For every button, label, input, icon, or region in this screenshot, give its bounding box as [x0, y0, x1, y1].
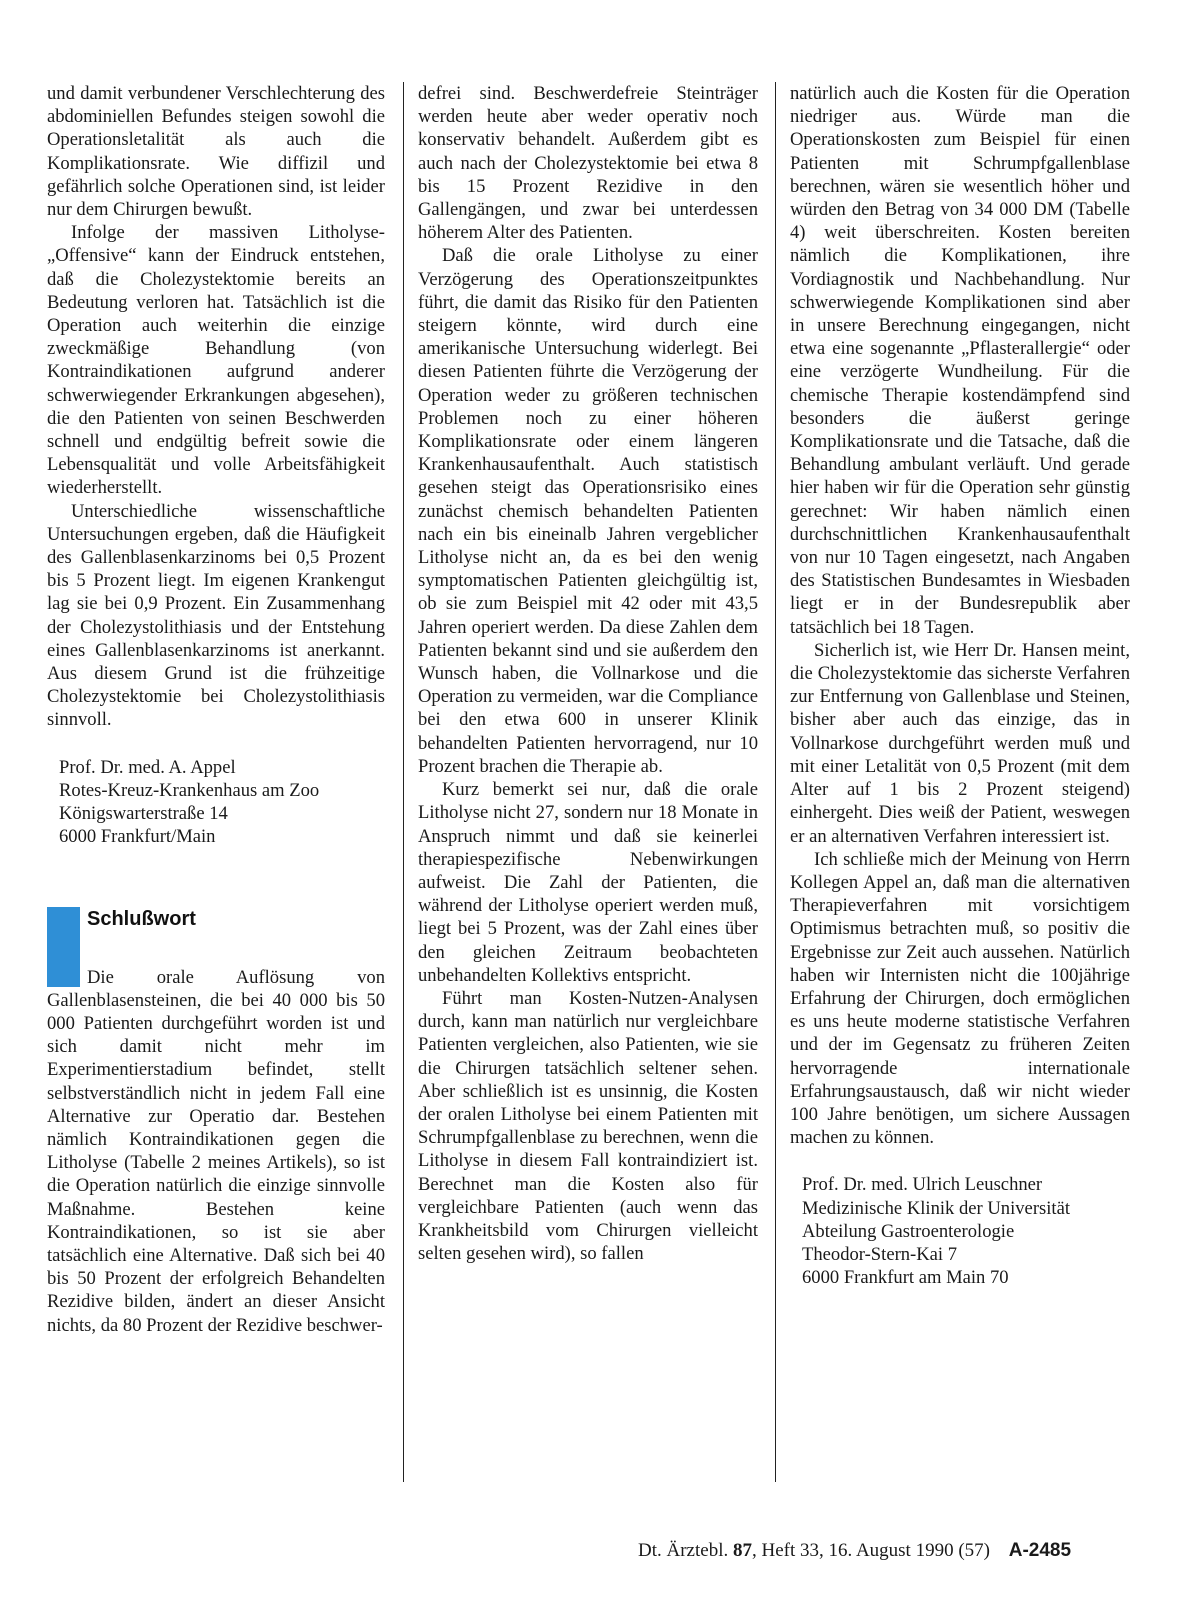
journal-issue: , Heft 33, 16. August 1990 (57) — [751, 1540, 990, 1561]
paragraph: und damit verbundener Verschlechterung des abdominiellen Befundes steigen sowohl die Operationsletalität als auch die Komplikationsrate. Wie diffizil und gefährlich solche Operationen sind, ist leider nur dem Chirurgen bewußt. — [47, 83, 385, 221]
paragraph: Kurz bemerkt sei nur, daß die orale Litholyse nicht 27, sondern nur 18 Monate in Anspruch nimmt und daß sie keinerlei therapiespezifische Nebenwirkungen aufweist. Die Zahl der Patienten, die während der Litholyse operiert werden muß, liegt bei 5 Prozent, was der Zahl eines über den gleichen Zeitraum beobachteten unbehandelten Kollektivs entspricht. — [418, 779, 758, 986]
column-divider-2 — [775, 82, 776, 1482]
paragraph: Führt man Kosten-Nutzen-Analysen durch, kann man natürlich nur vergleichbare Patienten vergleichen, also Patienten, wie sie die Chirurgen tatsächlich seltener sehen. Aber schließlich ist es unsinnig, die Kosten der oralen Litholyse bei einem Patienten mit Schrumpfgallenblase zu berechnen, wenn die Litholyse in diesem Fall kontraindiziert ist. Berechnet man die Kosten also für vergleichbare Patienten (auch wenn das Krankheitsbild vom Chirurgen vielleicht selten gesehen wird), so fallen — [418, 987, 758, 1265]
paragraph: natürlich auch die Kosten für die Operation niedriger aus. Würde man die Operationskosten zum Beispiel für einen Patienten mit Schrumpfgallenblase berechnen, wären sie wesentlich höher und würden den Betrag von 34 000 DM (Tabelle 4) weit überschreiten. Kosten bereiten nämlich die Komplikationen, ihre Vordiagnostik und Nachbehandlung. Nur schwerwiegende Komplikationen sind aber in unsere Berechnung eingegangen, nicht etwa eine sogenannte „Pflasterallergie“ oder eine verzögerte Wundheilung. Für die chemische Therapie kostendämpfend sind besonders die äußerst geringe Komplikationsrate und die Tatsache, daß die Behandlung ambulant verläuft. Und gerade hier haben wir für die Operation sehr günstig gerechnet: Wir haben nämlich einen durchschnittlichen Krankenhausaufenthalt von nur 10 Tagen eingesetzt, nach Angaben des Statistischen Bundesamtes in Wiesbaden liegt er in der Bundesrepublik aber tatsächlich bei 18 Tagen. — [790, 83, 1130, 638]
column-1 — [47, 82, 385, 1337]
address-line: Prof. Dr. med. Ulrich Leuschner — [802, 1174, 1043, 1196]
column-2 — [418, 82, 758, 1265]
paragraph: Daß die orale Litholyse zu einer Verzögerung des Operationszeitpunktes führt, die damit das Risiko für den Patienten steigern könnte, wird durch eine amerikanische Untersuchung widerlegt. Bei diesen Patienten führte die Verzögerung der Operation weder zu größeren technischen Problemen noch zu einer höheren Komplikationsrate oder einem längeren Krankenhausaufenthalt. Auch statistisch gesehen steigt das Operationsrisiko eines zunächst chemisch behandelten Patienten nach ein bis eineinalb Jahren vergeblicher Litholyse nicht an, da es bei den wenig symptomatischen Patienten gleichgültig ist, ob sie zum Beispiel mit 42 oder mit 43,5 Jahren operiert werden. Da diese Zahlen dem Patienten bekannt sind und sie außerdem den Wunsch haben, die Vollnarkose und die Operation zu vermeiden, war die Compliance bei den etwa 600 in unserer Klinik behandelten Patienten hervorragend, nur 10 Prozent brachen die Therapie ab. — [418, 245, 758, 777]
author-address-appel — [59, 756, 385, 849]
paragraph: defrei sind. Beschwerdefreie Steinträger werden heute aber weder operativ noch konservativ behandelt. Außerdem gibt es auch nach der Cholezystektomie bei etwa 8 bis 15 Prozent Rezidive in den Gallengängen, und zwar bei unterdessen höherem Alter des Patienten. — [418, 83, 758, 244]
paragraph: Infolge der massiven Litholyse-„Offensive“ kann der Eindruck entstehen, daß die Cholezystektomie bereits an Bedeutung verloren hat. Tatsächlich ist die Operation auch weiterhin die einzige zweckmäßige Behandlung (von Kontraindikationen aufgrund anderer schwerwiegender Erkrankungen abgesehen), die den Patienten von seinen Beschwerden schnell und endgültig befreit sowie die Lebensqualität und volle Arbeitsfähigkeit wiederherstellt. — [47, 222, 385, 499]
section-title: Schlußwort — [87, 907, 196, 930]
address-line: 6000 Frankfurt am Main 70 — [802, 1267, 1009, 1289]
page-number: A-2485 — [1008, 1540, 1072, 1561]
paragraph: Die orale Auflösung von Gallenblasensteinen, die bei 40 000 bis 50 000 Patienten durchgeführt worden ist und sich damit nicht mehr im Experimentierstadium befindet, stellt selbstverständlich nicht in jedem Fall eine Alternative zur Operatio dar. Bestehen nämlich Kontraindikationen gegen die Litholyse (Tabelle 2 meines Artikels), so ist die Operation natürlich die einzige sinnvolle Maßnahme. Bestehen keine Kontraindikationen, so ist sie aber tatsächlich eine Alternative. Daß sich bei 40 bis 50 Prozent der erfolgreich Behandelten Rezidive bilden, ändert an dieser Ansicht nichts, da 80 Prozent der Rezidive beschwer- — [47, 966, 385, 1336]
journal-volume: 87 — [732, 1540, 752, 1561]
address-line: Medizinische Klinik der Universität — [802, 1197, 1070, 1219]
author-address-leuschner — [802, 1173, 1130, 1289]
closing-remarks-section — [47, 907, 385, 1337]
address-line: Theodor-Stern-Kai 7 — [802, 1243, 958, 1265]
paragraph: Sicherlich ist, wie Herr Dr. Hansen meint, die Cholezystektomie das sicherste Verfahren zur Entfernung von Gallenblase und Steinen, bisher aber auch das einzige, das in Vollnarkose durchgeführt werden muß und mit einer Letalität von 0,5 Prozent (mit dem Alter auf 1 bis 2 Prozent steigend) einhergeht. Dies weiß der Patient, weswegen er an alternativen Verfahren interessiert ist. — [790, 639, 1130, 847]
page-footer — [638, 1540, 1071, 1562]
address-line: Rotes-Kreuz-Krankenhaus am Zoo — [59, 779, 320, 801]
paragraph: Ich schließe mich der Meinung von Herrn Kollegen Appel an, daß man die alternativen Therapieverfahren mit vorsichtigem Optimismus betrachten muß, so positiv die Ergebnisse zur Zeit auch aussehen. Natürlich haben wir Internisten nicht die 100jährige Erfahrung der Chirurgen, doch ermöglichen es uns heute moderne statistische Verfahren und der im Gegensatz zu früheren Zeiten hervorragende internationale Erfahrungsaustausch, daß wir nicht wieder 100 Jahre benötigen, um sichere Aussagen machen zu können. — [790, 848, 1130, 1149]
paragraph: Unterschiedliche wissenschaftliche Untersuchungen ergeben, daß die Häufigkeit des Gallenblasenkarzinoms bei 0,5 Prozent bis 5 Prozent liegt. Im eigenen Krankengut lag sie bei 0,9 Prozent. Ein Zusammenhang der Cholezystolithiasis und der Entstehung eines Gallenblasenkarzinoms ist anerkannt. Aus diesem Grund ist die frühzeitige Cholezystektomie bei Cholezystolithiasis sinnvoll. — [47, 500, 385, 731]
address-line: Abteilung Gastroenterologie — [802, 1220, 1015, 1242]
journal-name: Dt. Ärztebl. — [638, 1540, 729, 1561]
column-divider-1 — [403, 82, 404, 1482]
column-3 — [790, 82, 1130, 1289]
address-line: 6000 Frankfurt/Main — [59, 826, 216, 848]
address-line: Königswarterstraße 14 — [59, 803, 228, 825]
section-color-bar — [47, 907, 80, 987]
address-line: Prof. Dr. med. A. Appel — [59, 756, 236, 778]
